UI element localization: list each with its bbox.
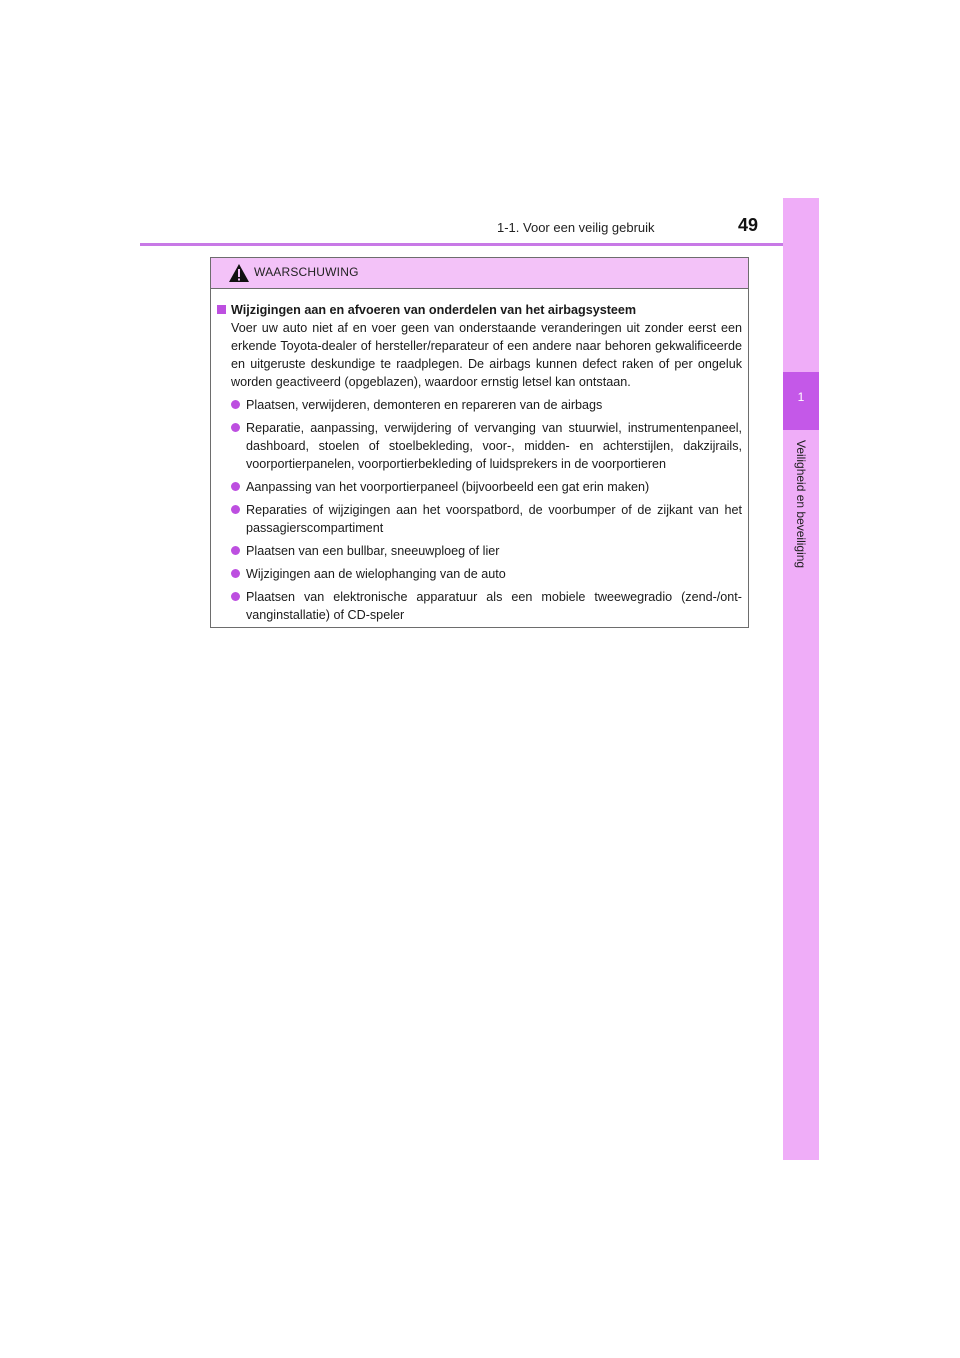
header-divider [140,243,818,246]
warning-list [217,396,742,624]
round-bullet-icon [231,569,240,578]
list-item-text: Wijzigingen aan de wielophanging van de auto [246,567,506,581]
round-bullet-icon [231,482,240,491]
list-item [217,542,742,560]
list-item-text: Plaatsen van elektronische apparatuur als een mobiele tweewegradio (zend-/ontvanginstallatie) of CD-speler [246,590,742,622]
list-item-text: Aanpassing van het voorportierpaneel (bijvoorbeeld een gat erin maken) [246,480,650,494]
list-item [217,588,742,624]
list-item [217,396,742,414]
list-item [217,478,742,496]
warning-heading-text: Wijzigingen aan en afvoeren van onderdelen van het airbagsysteem [231,303,637,317]
list-item-text: Reparatie, aanpassing, verwijdering of vervanging van stuurwiel, instrumentenpaneel, dashboard, stoelen of stoelbekleding, voor-, midden- en achterstijlen, dakzijrails, voorportierpanelen, voorportierbekleding of luidsprekers in de voorportieren [246,421,742,471]
square-bullet-icon [217,305,226,314]
warning-title: WAARSCHUWING [254,265,359,279]
warning-heading [217,301,742,319]
list-item-text: Plaatsen van een bullbar, sneeuwploeg of lier [246,544,500,558]
round-bullet-icon [231,505,240,514]
round-bullet-icon [231,400,240,409]
list-item [217,501,742,537]
round-bullet-icon [231,546,240,555]
page-number: 49 [738,215,759,235]
list-item-text: Reparaties of wijzigingen aan het voorspatbord, de voorbumper of de zijkant van het passagierscompartiment [246,503,742,535]
list-item [217,565,742,583]
chapter-number: 1 [797,390,805,404]
round-bullet-icon [231,592,240,601]
warning-header [211,258,748,289]
section-title: 1-1. Voor een veilig gebruik [497,220,655,235]
warning-triangle-icon [228,263,250,283]
list-item [217,419,742,473]
warning-body [211,289,748,624]
warning-intro: Voer uw auto niet af en voer geen van onderstaande veranderingen uit zonder eerst een erkende Toyota-dealer of hersteller/reparateur of een andere naar behoren gekwalificeerde en uitgeruste deskundige te raadplegen. De airbags kunnen defect raken of per ongeluk worden geactiveerd (opgeblazen), waardoor ernstig letsel kan ontstaan. [231,321,742,389]
warning-box [210,257,749,628]
chapter-title: Veiligheid en beveiliging [794,440,808,569]
list-item-text: Plaatsen, verwijderen, demonteren en repareren van de airbags [246,398,603,412]
chapter-side-tab [783,198,819,1160]
round-bullet-icon [231,423,240,432]
